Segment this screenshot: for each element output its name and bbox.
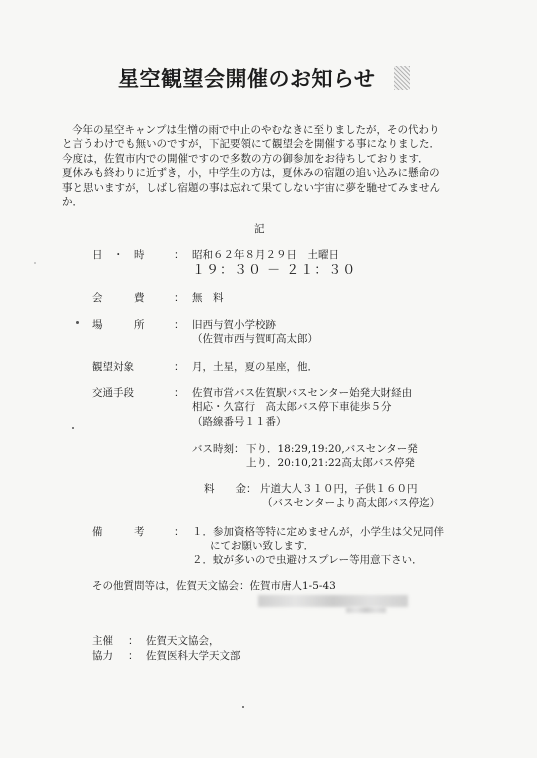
fee-value: 無 料 [192,292,224,304]
notes-colon: ： [174,526,185,538]
fee-label: 会 費 [92,292,145,304]
ki-heading: 記 [254,223,265,235]
scan-speck [72,427,74,429]
transport-colon: ： [174,387,185,399]
target-colon: ： [174,361,185,373]
place-colon: ： [174,319,185,331]
intro-line: か． [62,196,83,209]
datetime-date: 昭和６２年８月２９日 土曜日 [192,249,339,261]
scan-speck [242,706,244,708]
contact-line: その他質問等は，佐賀天文協会：佐賀市唐人1-5-43 [92,580,336,592]
transport-label: 交通手段 [92,387,134,399]
bus-time-label: バス時刻： [192,443,245,455]
cooperation-colon: ： [128,650,139,662]
intro-line: 今度は，佐賀市内での開催ですので多数の方の御参加をお待ちしております． [62,152,429,165]
redacted-contact-tail [346,607,386,613]
place-line1: 旧西与賀小学校跡 [192,319,276,331]
target-value: 月，土星，夏の星座，他． [192,361,318,373]
place-label: 場 所 [92,319,145,331]
note-1b: にてお願い致します． [210,540,315,552]
document-title: 星空観望会開催のお知らせ [118,66,376,91]
transport-line1: 佐賀市営バス佐賀駅バスセンター始発大財経由 [192,387,413,399]
cooperation-value: 佐賀医科大学天文部 [146,650,241,662]
transport-line2: 相応・久富行 高太郎バス停下車徒歩５分 [192,401,392,413]
datetime-label: 日 ・ 時 [92,249,145,261]
cooperation-label: 協力 [92,650,113,662]
fare-label: 料 金： [204,483,257,495]
scan-speck [34,262,36,264]
notes-label: 備 考 [92,526,145,538]
place-line2: （佐賀市西与賀町高太郎） [192,333,318,345]
fee-colon: ： [174,292,185,304]
transport-line3: （路線番号１１番） [192,416,287,428]
scan-speck [76,321,79,324]
fare-value: 片道大人３１０円，子供１６０円 [260,483,418,495]
intro-line: 夏休みも終わりに近ずき，小，中学生の方は，夏休みの宿題の追い込みに懸命の [62,167,440,180]
datetime-time: １９：３０ － ２１：３０ [192,263,357,278]
intro-line: と言うわけでも無いのですが，下記要領にて観望会を開催する事になりました． [62,138,440,151]
organizer-colon: ： [128,635,139,647]
note-2: ２．蚊が多いので虫避けスプレー等用意下さい． [192,554,423,566]
datetime-colon: ： [174,249,185,261]
bus-time-down: 下り．18:29,19:20,バスセンター発 [246,443,418,455]
note-1a: １．参加資格等特に定めませんが，小学生は父兄同伴 [192,526,444,538]
target-label: 観望対象 [92,361,134,373]
bus-time-up: 上り．20:10,21:22高太郎バス停発 [246,457,415,469]
intro-line: 事と思いますが，しばし宿題の事は忘れて果てしない宇宙に夢を馳せてみません [62,181,440,194]
organizer-label: 主催 [92,635,113,647]
fare-note: （バスセンターより高太郎バス停迄） [262,497,441,509]
redacted-contact [258,595,408,607]
title-smudge [394,66,410,90]
intro-line: 今年の星空キャンプは生憎の雨で中止のやむなきに至りましたが，その代わり [72,124,440,136]
intro-paragraph [62,123,482,209]
organizer-value: 佐賀天文協会， [146,635,220,647]
